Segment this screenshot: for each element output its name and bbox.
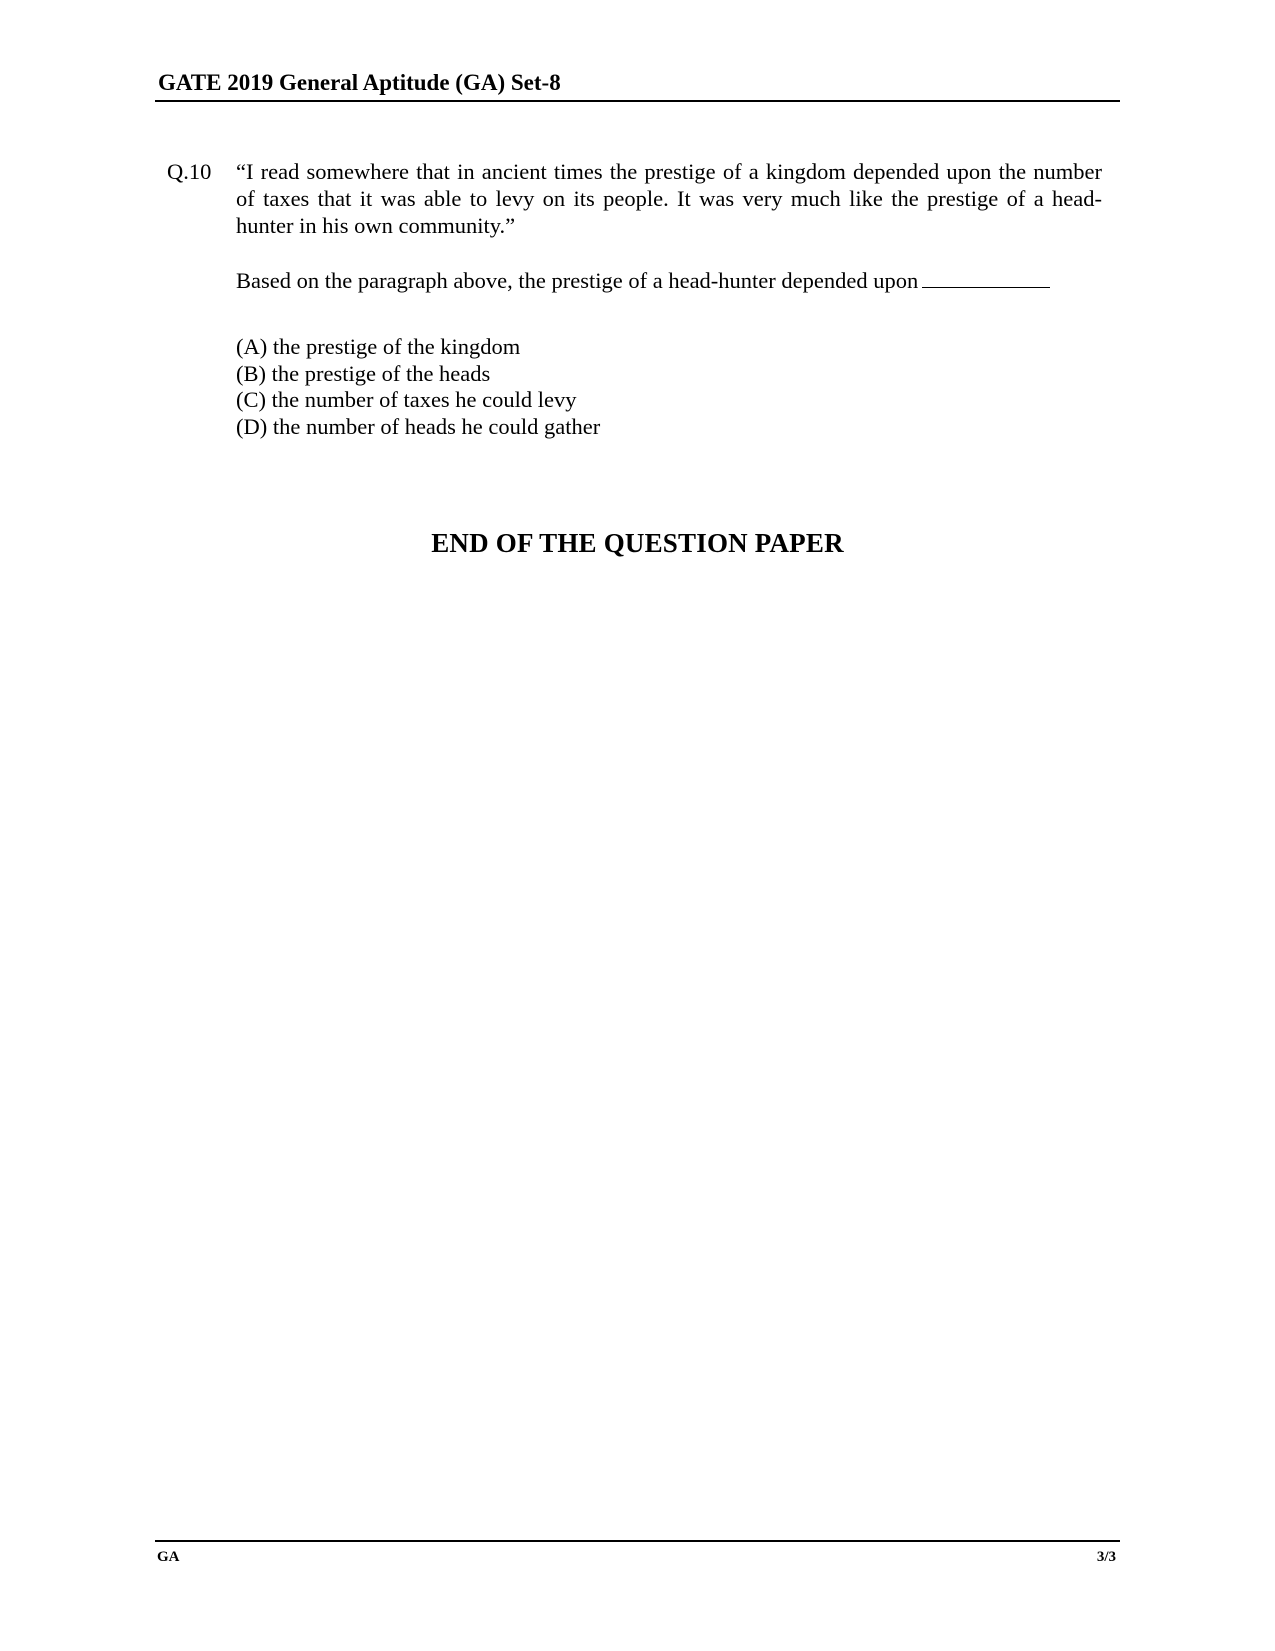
option-b: (B) the prestige of the heads xyxy=(236,360,491,386)
footer-page-number: 3/3 xyxy=(1096,1549,1116,1565)
end-of-paper-banner: END OF THE QUESTION PAPER xyxy=(431,528,844,558)
options-list xyxy=(236,334,1102,440)
page-header xyxy=(155,70,1120,102)
footer-section-label: GA xyxy=(157,1549,180,1565)
header-title: GATE 2019 General Aptitude (GA) Set-8 xyxy=(158,70,561,95)
option-a: (A) the prestige of the kingdom xyxy=(236,334,521,359)
option-d: (D) the number of heads he could gather xyxy=(236,413,601,439)
question-passage: “I read somewhere that in ancient times the prestige of a kingdom depended upon the number of taxes that it was able to levy on its people. It was very much like the prestige of a head-hunter in his own community.” xyxy=(236,159,1102,238)
question-prompt: Based on the paragraph above, the prestige of a head-hunter depended upon xyxy=(236,268,919,293)
option-c: (C) the number of taxes he could levy xyxy=(236,387,577,412)
question-body xyxy=(236,158,1102,440)
question-prompt-line xyxy=(236,267,1102,294)
answer-blank xyxy=(922,267,1050,288)
page-footer xyxy=(155,1540,1120,1565)
question-number: Q.10 xyxy=(167,159,212,184)
